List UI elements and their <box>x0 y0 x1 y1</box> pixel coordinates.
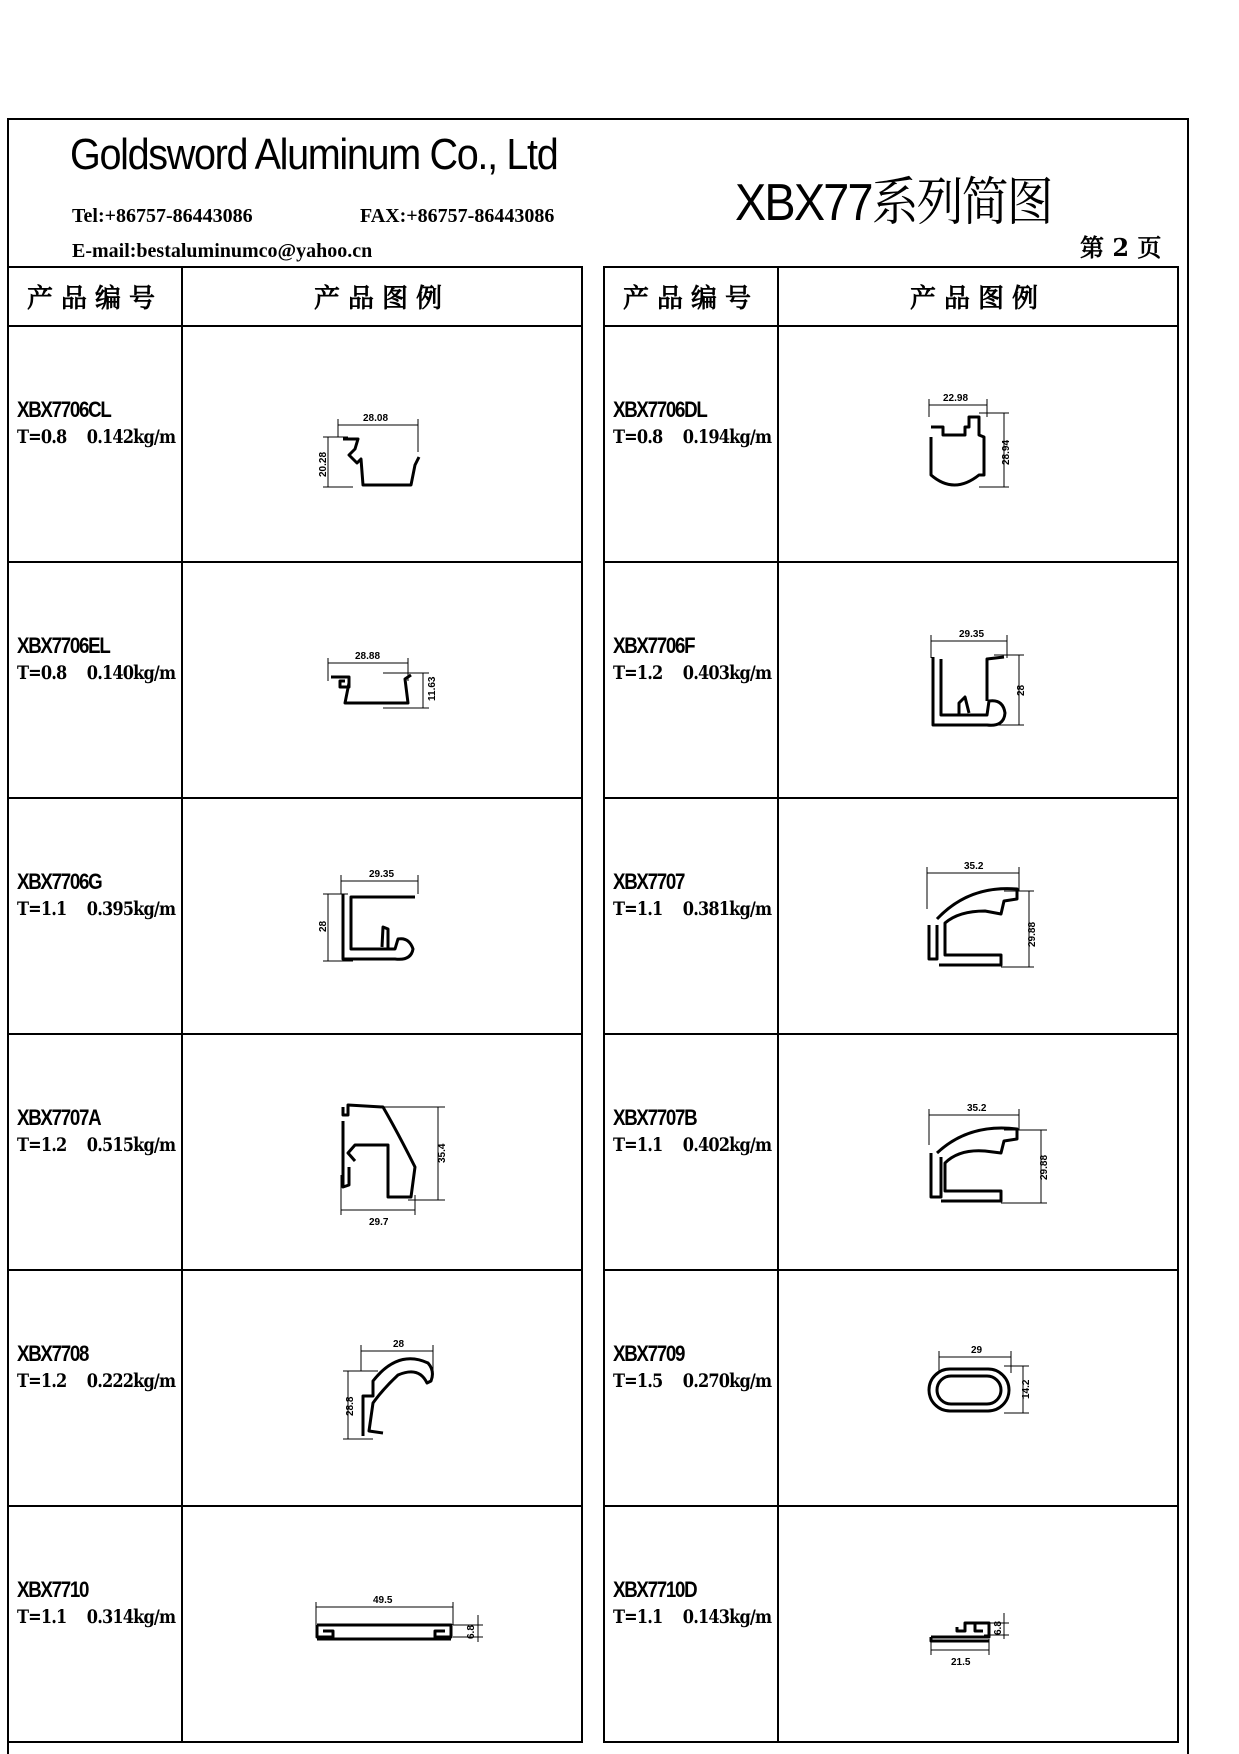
unit-weight: 0.314kg/m <box>86 1606 176 1628</box>
product-code: XBX7706CL <box>17 397 111 422</box>
profile-drawing <box>183 563 581 797</box>
table-row <box>604 1034 1178 1270</box>
dimension-width: 21.5 <box>951 1657 971 1668</box>
table-row <box>604 562 1178 798</box>
thickness: T=1.1 <box>613 1134 663 1156</box>
thickness: T=1.2 <box>17 1370 67 1392</box>
product-code: XBX7710 <box>17 1577 89 1602</box>
dimension-height: 35.4 <box>437 1143 448 1163</box>
unit-weight: 0.403kg/m <box>682 662 772 684</box>
product-code: XBX7706F <box>613 633 695 658</box>
thickness: T=0.8 <box>613 426 663 448</box>
unit-weight: 0.515kg/m <box>86 1134 176 1156</box>
page-number: 第 2 页 <box>1080 233 1162 262</box>
product-code: XBX7707 <box>613 869 685 894</box>
thickness: T=1.1 <box>613 898 663 920</box>
dimension-height: 14.2 <box>1021 1379 1032 1399</box>
profile-drawing <box>183 799 581 1033</box>
unit-weight: 0.381kg/m <box>682 898 772 920</box>
product-code: XBX7707B <box>613 1105 697 1130</box>
unit-weight: 0.143kg/m <box>682 1606 772 1628</box>
product-code: XBX7707A <box>17 1105 101 1130</box>
column-header-code: 产品编号 <box>8 267 182 326</box>
dimension-width: 28.88 <box>355 651 381 662</box>
dimension-height: 6.8 <box>466 1625 477 1639</box>
table-row <box>8 326 582 562</box>
company-name: Goldsword Aluminum Co., Ltd <box>70 130 558 179</box>
dimension-width: 49.5 <box>373 1595 393 1606</box>
profile-drawing <box>183 1035 581 1269</box>
dimension-height: 29.88 <box>1039 1154 1050 1180</box>
thickness: T=1.2 <box>17 1134 67 1156</box>
column-header-code: 产品编号 <box>604 267 778 326</box>
thickness: T=0.8 <box>17 662 67 684</box>
profile-drawing <box>183 1507 581 1741</box>
table-row <box>8 798 582 1034</box>
profile-drawing <box>779 1035 1177 1269</box>
product-code: XBX7708 <box>17 1341 89 1366</box>
thickness: T=0.8 <box>17 426 67 448</box>
profile-drawing <box>183 327 581 561</box>
table-row <box>8 1506 582 1742</box>
product-code: XBX7706EL <box>17 633 110 658</box>
dimension-height: 28 <box>1016 684 1027 696</box>
product-code: XBX7709 <box>613 1341 685 1366</box>
product-code: XBX7710D <box>613 1577 697 1602</box>
thickness: T=1.1 <box>17 1606 67 1628</box>
unit-weight: 0.140kg/m <box>86 662 176 684</box>
dimension-height: 20.28 <box>318 451 329 477</box>
profile-drawing <box>779 1271 1177 1505</box>
email-address: E-mail:bestaluminumco@yahoo.cn <box>72 240 373 262</box>
table-row <box>604 326 1178 562</box>
catalog-table-left <box>7 266 583 1743</box>
dimension-width: 28.08 <box>363 413 389 424</box>
table-row <box>8 1034 582 1270</box>
sheet-title: XBX77系列简图 <box>735 174 1052 232</box>
table-row <box>604 798 1178 1034</box>
dimension-width: 35.2 <box>967 1103 987 1114</box>
table-row <box>8 562 582 798</box>
table-row <box>604 1506 1178 1742</box>
product-code: XBX7706G <box>17 869 102 894</box>
dimension-height: 6.8 <box>993 1621 1004 1635</box>
profile-drawing <box>183 1271 581 1505</box>
unit-weight: 0.270kg/m <box>682 1370 772 1392</box>
dimension-width: 29.35 <box>369 869 395 880</box>
column-header-figure: 产品图例 <box>778 267 1178 326</box>
dimension-width: 29.7 <box>369 1217 389 1228</box>
dimension-height: 28.94 <box>1001 439 1012 465</box>
table-row <box>8 1270 582 1506</box>
dimension-height: 29.88 <box>1027 921 1038 947</box>
dimension-width: 28 <box>393 1339 405 1350</box>
tel-number: Tel:+86757-86443086 <box>72 205 253 227</box>
unit-weight: 0.395kg/m <box>86 898 176 920</box>
dimension-height: 28 <box>318 920 329 932</box>
thickness: T=1.2 <box>613 662 663 684</box>
thickness: T=1.1 <box>17 898 67 920</box>
table-row <box>604 1270 1178 1506</box>
profile-drawing <box>779 327 1177 561</box>
catalog-table-right <box>603 266 1179 1743</box>
unit-weight: 0.142kg/m <box>86 426 176 448</box>
unit-weight: 0.402kg/m <box>682 1134 772 1156</box>
dimension-height: 11.63 <box>427 676 438 701</box>
fax-number: FAX:+86757-86443086 <box>360 205 555 227</box>
dimension-width: 35.2 <box>964 861 984 872</box>
dimension-width: 29.35 <box>959 629 985 640</box>
dimension-width: 29 <box>971 1345 983 1356</box>
thickness: T=1.5 <box>613 1370 663 1392</box>
unit-weight: 0.222kg/m <box>86 1370 176 1392</box>
column-header-figure: 产品图例 <box>182 267 582 326</box>
profile-drawing <box>779 799 1177 1033</box>
unit-weight: 0.194kg/m <box>682 426 772 448</box>
product-code: XBX7706DL <box>613 397 707 422</box>
dimension-width: 22.98 <box>943 393 969 404</box>
profile-drawing <box>779 563 1177 797</box>
thickness: T=1.1 <box>613 1606 663 1628</box>
profile-drawing <box>779 1507 1177 1741</box>
dimension-height: 28.8 <box>345 1396 356 1416</box>
